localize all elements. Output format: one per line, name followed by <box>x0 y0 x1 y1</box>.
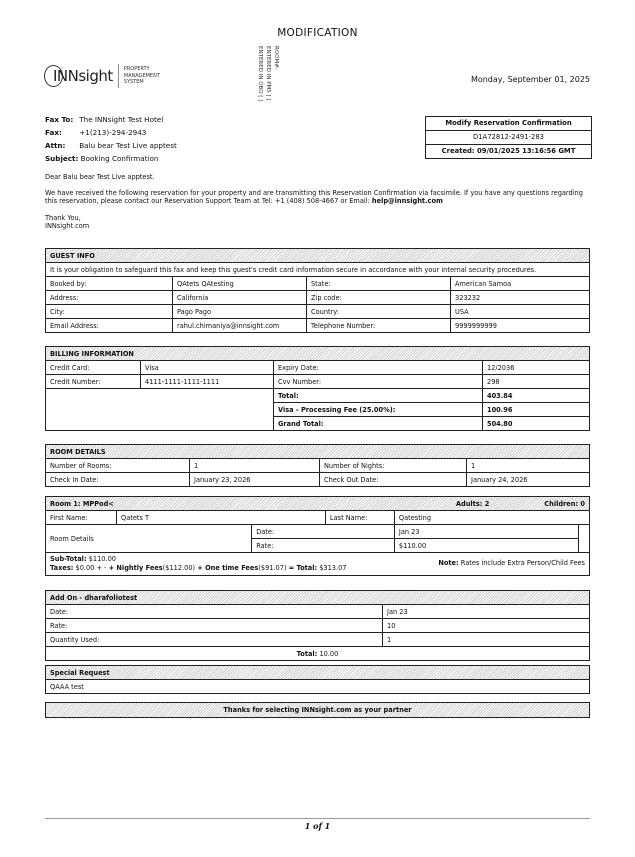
page-number: 1 of 1 <box>304 821 331 831</box>
special-request-text: QAAA test <box>46 680 590 694</box>
letter-body: We have received the following reservation for your property and are transmitting this Reservation Confirmation via facsimile. If you have any questions regarding this reservation, please contact our Reservation Support Team at Tel: +1 (408) 508-4667 or Email: help@innsight.com <box>45 189 583 206</box>
document-date: Monday, September 01, 2025 <box>470 75 590 84</box>
pms-entry-stamp: ROOM#: ENTERED IN PMS [ ] ENTERED IN OBO [ ] <box>257 46 279 102</box>
section-heading: ROOM DETAILS <box>46 445 590 459</box>
letter-greeting: Dear Balu bear Test Live apptest. <box>45 173 155 181</box>
section-heading: GUEST INFO <box>46 249 590 263</box>
section-heading: Add On - dharafoliotest <box>46 591 590 605</box>
section-heading: Special Request <box>46 666 590 680</box>
addon-table: Add On - dharafoliotest Date: Jan 23 Rate: 10 Quantity Used: 1 Total: 10.00 <box>45 590 590 661</box>
logo-wordmark: INNsight <box>53 67 113 85</box>
guest-notice: It is your obligation to safeguard this fax and keep this guest's credit card information secure in accordance with your internal security procedures. <box>46 263 590 277</box>
special-request-table <box>45 665 590 694</box>
billing-table: BILLING INFORMATION Credit Card: Visa Expiry Date: 12/2036 Credit Number: 4111-1111-1111-1111 Cvv Number: 298 Total: 403.84 Visa - Processing Fee (25.00%): 100.96 Grand Total: 504.80 <box>45 346 590 431</box>
guest-info-table: GUEST INFO It is your obligation to safeguard this fax and keep this guest's credit card information secure in accordance with your internal security procedures. Booked by: QAtets QAtesting State: American Samoa Address: California Zip code: 323232 City: Pago Pago Country: USA Email Address: rahul.chimaniya@innsight.com Telephone Number: 9999999999 <box>45 248 590 333</box>
thanks-bar: Thanks for selecting INNsight.com as your partner <box>45 702 590 718</box>
section-heading: Room 1: MPPod< Children: 0 Adults: 2 <box>46 497 590 511</box>
room1-totals: Note: Rates include Extra Person/Child Fees Sub-Total: $110.00 Taxes: $0.00 + - + Nightly Fees($112.00) + One time Fees($91.07) = Total: $313.07 <box>46 553 590 576</box>
room-details-table: ROOM DETAILS Number of Rooms: 1 Number of Nights: 1 Check In Date: January 23, 2026 Check Out Date: January 24, 2026 <box>45 444 590 487</box>
confirmation-number: D1A72812-2491-283 <box>426 131 591 145</box>
confirmation-created: Created: 09/01/2025 13:16:56 GMT <box>441 147 576 155</box>
section-heading: BILLING INFORMATION <box>46 347 590 361</box>
fax-header: Fax To: The INNsight Test Hotel Fax: +1(213)-294-2943 Attn: Balu bear Test Live apptest Subject: Booking Confirmation <box>45 115 177 163</box>
document-title: MODIFICATION <box>277 27 358 39</box>
confirmation-box <box>425 116 592 159</box>
letter-signoff: Thank You, INNsight.com <box>45 214 90 231</box>
confirmation-title: Modify Reservation Confirmation <box>426 117 591 131</box>
footer-divider <box>45 818 590 819</box>
logo-subtitle: PROPERTY MANAGEMENT SYSTEM <box>123 66 160 86</box>
room1-table: Room 1: MPPod< Children: 0 Adults: 2 First Name: Qatets T Last Name: Qatesting Room Details Date: Jan 23 Rate: $110.00 Note: Rates include Extra Person/Child Fees Sub-Total: $110.00 Taxes: $0.00 + - + Nightly Fees($112.00) + One time Fees($91.07) = Total: $313.07 <box>45 496 590 576</box>
innsight-logo <box>44 64 160 88</box>
